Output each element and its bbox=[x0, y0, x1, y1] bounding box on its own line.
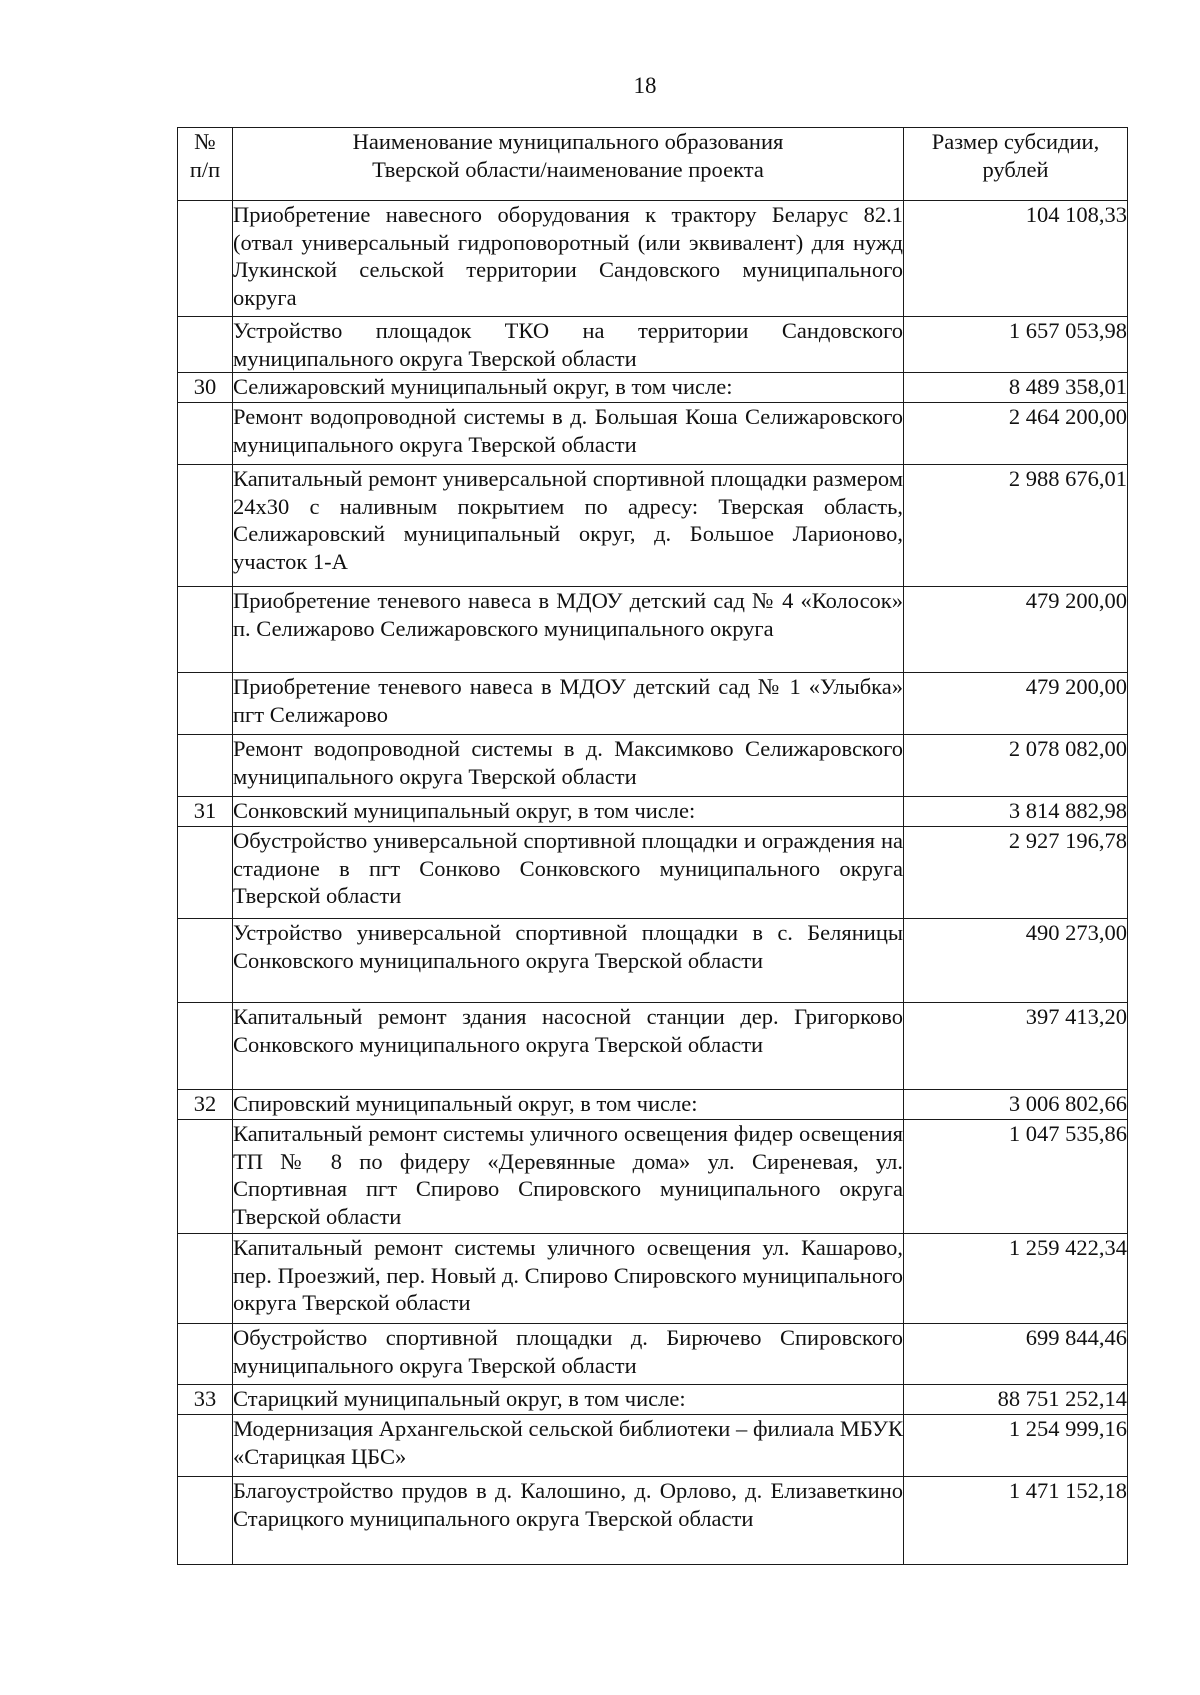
row-number bbox=[178, 1477, 233, 1565]
row-name-text: Капитальный ремонт универсальной спортивной площадки размером 24х30 с наливным покрытием по адресу: Тверская область, Селижаровский муниципальный округ, д. Большое Ларионово, участок 1-А bbox=[233, 466, 903, 574]
row-number: 33 bbox=[178, 1385, 233, 1415]
table-row bbox=[178, 1477, 1128, 1565]
row-name bbox=[233, 587, 904, 673]
row-amount: 490 273,00 bbox=[904, 919, 1128, 1003]
subsidy-table bbox=[177, 127, 1128, 1565]
row-name bbox=[233, 403, 904, 465]
row-name bbox=[233, 735, 904, 797]
header-name bbox=[233, 128, 904, 201]
header-number-line2: п/п bbox=[189, 156, 221, 182]
row-name-text: Приобретение теневого навеса в МДОУ детский сад № 4 «Колосок» п. Селижарово Селижаровского муниципального округа bbox=[233, 588, 903, 641]
row-name-text: Приобретение навесного оборудования к трактору Беларус 82.1 (отвал универсальный гидроповоротный (или эквивалент) для нужд Лукинской сельской территории Сандовского муниципального округа bbox=[233, 202, 903, 310]
row-name bbox=[233, 1324, 904, 1385]
table-row bbox=[178, 735, 1128, 797]
table-header-row bbox=[178, 128, 1128, 201]
row-name-text: Ремонт водопроводной системы в д. Максимково Селижаровского муниципального округа Тверской области bbox=[233, 736, 903, 789]
row-amount: 1 471 152,18 bbox=[904, 1477, 1128, 1565]
row-number bbox=[178, 827, 233, 919]
row-amount: 1 657 053,98 bbox=[904, 317, 1128, 373]
row-name-text: Модернизация Архангельской сельской библиотеки – филиала МБУК «Старицкая ЦБС» bbox=[233, 1416, 903, 1469]
row-number bbox=[178, 317, 233, 373]
header-number-line1: № bbox=[194, 129, 216, 154]
row-number bbox=[178, 735, 233, 797]
row-amount: 1 259 422,34 bbox=[904, 1234, 1128, 1324]
table-row bbox=[178, 403, 1128, 465]
row-name bbox=[233, 827, 904, 919]
header-amount bbox=[904, 128, 1128, 201]
row-name bbox=[233, 1090, 904, 1120]
table-row bbox=[178, 201, 1128, 317]
row-amount: 88 751 252,14 bbox=[904, 1385, 1128, 1415]
table-row-district bbox=[178, 373, 1128, 403]
row-amount: 397 413,20 bbox=[904, 1003, 1128, 1090]
row-name-text: Спировский муниципальный округ, в том числе: bbox=[233, 1091, 698, 1116]
row-number: 30 bbox=[178, 373, 233, 403]
row-amount: 104 108,33 bbox=[904, 201, 1128, 317]
header-amount-line2: рублей bbox=[982, 156, 1049, 182]
row-number bbox=[178, 1234, 233, 1324]
row-name-text: Капитальный ремонт здания насосной станции дер. Григорково Сонковского муниципального округа Тверской области bbox=[233, 1004, 903, 1057]
row-name-text: Устройство площадок ТКО на территории Сандовского муниципального округа Тверской области bbox=[233, 318, 903, 371]
row-amount: 1 047 535,86 bbox=[904, 1120, 1128, 1234]
row-number bbox=[178, 201, 233, 317]
row-amount: 3 006 802,66 bbox=[904, 1090, 1128, 1120]
row-name bbox=[233, 1120, 904, 1234]
row-amount: 1 254 999,16 bbox=[904, 1415, 1128, 1477]
row-amount: 479 200,00 bbox=[904, 673, 1128, 735]
table-row-district bbox=[178, 797, 1128, 827]
row-name bbox=[233, 1385, 904, 1415]
table-row bbox=[178, 673, 1128, 735]
table-row bbox=[178, 827, 1128, 919]
row-amount: 2 927 196,78 bbox=[904, 827, 1128, 919]
row-number bbox=[178, 673, 233, 735]
row-name-text: Устройство универсальной спортивной площадки в с. Беляницы Сонковского муниципального округа Тверской области bbox=[233, 920, 903, 973]
row-name-text: Обустройство спортивной площадки д. Бирючево Спировского муниципального округа Тверской области bbox=[233, 1325, 903, 1378]
row-name-text: Капитальный ремонт системы уличного освещения ул. Кашарово, пер. Проезжий, пер. Новый д. Спирово Спировского муниципального округа Тверской области bbox=[233, 1235, 903, 1315]
header-number bbox=[178, 128, 233, 201]
table-row-district bbox=[178, 1090, 1128, 1120]
row-name bbox=[233, 373, 904, 403]
row-amount: 479 200,00 bbox=[904, 587, 1128, 673]
row-number bbox=[178, 1120, 233, 1234]
row-name bbox=[233, 465, 904, 587]
row-amount: 699 844,46 bbox=[904, 1324, 1128, 1385]
row-name bbox=[233, 201, 904, 317]
table-row bbox=[178, 1415, 1128, 1477]
row-name-text: Приобретение теневого навеса в МДОУ детский сад № 1 «Улыбка» пгт Селижарово bbox=[233, 674, 903, 727]
row-name bbox=[233, 1415, 904, 1477]
row-number bbox=[178, 919, 233, 1003]
row-name bbox=[233, 1234, 904, 1324]
row-name-text: Селижаровский муниципальный округ, в том числе: bbox=[233, 374, 733, 399]
row-amount: 2 078 082,00 bbox=[904, 735, 1128, 797]
row-name-text: Сонковский муниципальный округ, в том числе: bbox=[233, 798, 696, 823]
row-name bbox=[233, 919, 904, 1003]
table-row bbox=[178, 317, 1128, 373]
row-name bbox=[233, 1003, 904, 1090]
row-amount: 2 988 676,01 bbox=[904, 465, 1128, 587]
row-name bbox=[233, 317, 904, 373]
row-number: 31 bbox=[178, 797, 233, 827]
table-row bbox=[178, 919, 1128, 1003]
table-row bbox=[178, 465, 1128, 587]
row-number: 32 bbox=[178, 1090, 233, 1120]
row-number bbox=[178, 1003, 233, 1090]
table-row bbox=[178, 587, 1128, 673]
row-number bbox=[178, 465, 233, 587]
row-amount: 8 489 358,01 bbox=[904, 373, 1128, 403]
header-name-line1: Наименование муниципального образования bbox=[352, 129, 784, 154]
table-row bbox=[178, 1003, 1128, 1090]
header-name-line2: Тверской области/наименование проекта bbox=[372, 156, 764, 182]
row-name bbox=[233, 1477, 904, 1565]
row-name bbox=[233, 673, 904, 735]
table-row bbox=[178, 1234, 1128, 1324]
table-row bbox=[178, 1324, 1128, 1385]
row-number bbox=[178, 587, 233, 673]
row-name bbox=[233, 797, 904, 827]
row-number bbox=[178, 1324, 233, 1385]
row-number bbox=[178, 1415, 233, 1477]
row-amount: 2 464 200,00 bbox=[904, 403, 1128, 465]
row-name-text: Обустройство универсальной спортивной площадки и ограждения на стадионе в пгт Сонково Сонковского муниципального округа Тверской области bbox=[233, 828, 903, 908]
header-amount-line1: Размер субсидии, bbox=[931, 129, 1100, 154]
row-name-text: Благоустройство прудов в д. Калошино, д. Орлово, д. Елизаветкино Старицкого муниципального округа Тверской области bbox=[233, 1478, 903, 1531]
row-name-text: Старицкий муниципальный округ, в том числе: bbox=[233, 1386, 686, 1411]
row-number bbox=[178, 403, 233, 465]
table-row-district bbox=[178, 1385, 1128, 1415]
row-amount: 3 814 882,98 bbox=[904, 797, 1128, 827]
page-number: 18 bbox=[633, 73, 657, 98]
table-row bbox=[178, 1120, 1128, 1234]
row-name-text: Ремонт водопроводной системы в д. Большая Коша Селижаровского муниципального округа Тверской области bbox=[233, 404, 903, 457]
row-name-text: Капитальный ремонт системы уличного освещения фидер освещения ТП № 8 по фидеру «Деревянные дома» ул. Сиреневая, ул. Спортивная пгт Спирово Спировского муниципального округа Тверской области bbox=[233, 1121, 903, 1229]
